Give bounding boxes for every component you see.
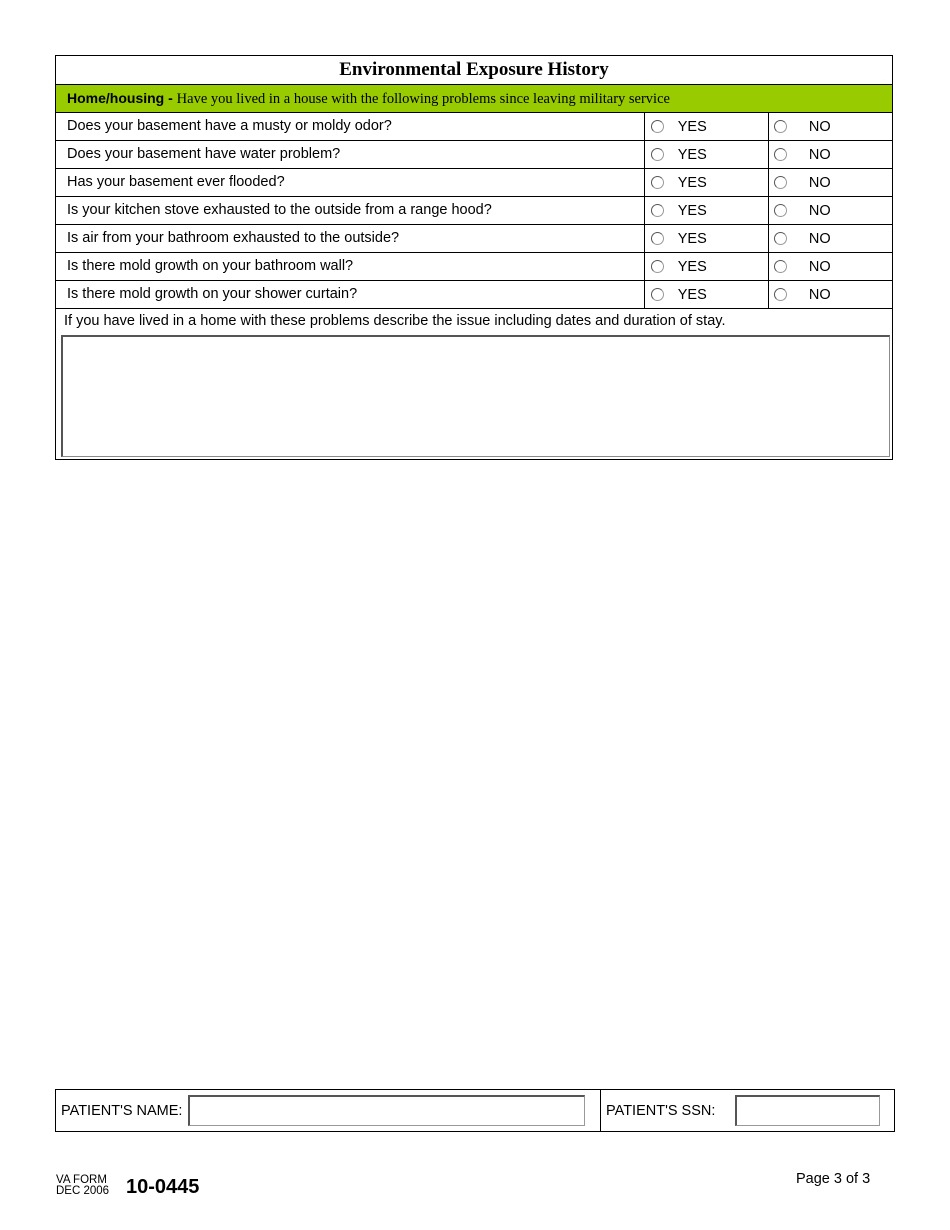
yes-option[interactable] bbox=[645, 169, 769, 196]
form-title: Environmental Exposure History bbox=[56, 56, 892, 85]
yes-radio[interactable] bbox=[651, 176, 664, 189]
question-text: Is there mold growth on your bathroom wall? bbox=[56, 253, 645, 280]
no-label: NO bbox=[808, 286, 831, 303]
question-row bbox=[56, 113, 892, 141]
question-row bbox=[56, 197, 892, 225]
no-radio[interactable] bbox=[774, 288, 787, 301]
question-row bbox=[56, 281, 892, 309]
no-option[interactable] bbox=[769, 141, 892, 168]
question-text: Does your basement have water problem? bbox=[56, 141, 645, 168]
section-label: Home/housing - bbox=[67, 90, 173, 106]
no-option[interactable] bbox=[769, 113, 892, 140]
yes-radio[interactable] bbox=[651, 120, 664, 133]
question-text: Is air from your bathroom exhausted to the outside? bbox=[56, 225, 645, 252]
no-radio[interactable] bbox=[774, 176, 787, 189]
question-text: Is there mold growth on your shower curtain? bbox=[56, 281, 645, 308]
yes-radio[interactable] bbox=[651, 204, 664, 217]
no-label: NO bbox=[808, 202, 831, 219]
no-option[interactable] bbox=[769, 197, 892, 224]
yes-label: YES bbox=[677, 174, 707, 191]
patient-ssn-label: PATIENT'S SSN: bbox=[606, 1102, 716, 1119]
question-row bbox=[56, 141, 892, 169]
description-label: If you have lived in a home with these problems describe the issue including dates and duration of stay. bbox=[64, 313, 726, 329]
no-radio[interactable] bbox=[774, 260, 787, 273]
yes-label: YES bbox=[677, 146, 707, 163]
yes-radio[interactable] bbox=[651, 232, 664, 245]
no-radio[interactable] bbox=[774, 232, 787, 245]
yes-label: YES bbox=[677, 118, 707, 135]
yes-option[interactable] bbox=[645, 281, 769, 308]
question-text: Is your kitchen stove exhausted to the outside from a range hood? bbox=[56, 197, 645, 224]
patient-name-cell bbox=[56, 1090, 601, 1131]
no-label: NO bbox=[808, 230, 831, 247]
form-date: DEC 2006 bbox=[56, 1185, 110, 1197]
question-text: Does your basement have a musty or moldy odor? bbox=[56, 113, 645, 140]
no-option[interactable] bbox=[769, 225, 892, 252]
section-text: Have you lived in a house with the following problems since leaving military service bbox=[176, 91, 670, 107]
va-form-label: VA FORM bbox=[56, 1174, 107, 1186]
yes-radio[interactable] bbox=[651, 260, 664, 273]
yes-radio[interactable] bbox=[651, 288, 664, 301]
form-number: 10-0445 bbox=[126, 1176, 200, 1198]
patient-name-input[interactable] bbox=[188, 1095, 585, 1126]
no-label: NO bbox=[808, 118, 831, 135]
section-header-home-housing bbox=[56, 85, 892, 113]
yes-option[interactable] bbox=[645, 197, 769, 224]
no-option[interactable] bbox=[769, 169, 892, 196]
question-row bbox=[56, 169, 892, 197]
no-radio[interactable] bbox=[774, 204, 787, 217]
no-radio[interactable] bbox=[774, 120, 787, 133]
patient-info-box bbox=[55, 1089, 895, 1132]
patient-ssn-cell bbox=[601, 1090, 894, 1131]
no-option[interactable] bbox=[769, 281, 892, 308]
yes-label: YES bbox=[677, 286, 707, 303]
no-label: NO bbox=[808, 258, 831, 275]
yes-option[interactable] bbox=[645, 113, 769, 140]
patient-ssn-input[interactable] bbox=[735, 1095, 880, 1126]
no-label: NO bbox=[808, 146, 831, 163]
yes-option[interactable] bbox=[645, 141, 769, 168]
yes-radio[interactable] bbox=[651, 148, 664, 161]
form-id-block bbox=[56, 1175, 109, 1197]
yes-option[interactable] bbox=[645, 253, 769, 280]
no-radio[interactable] bbox=[774, 148, 787, 161]
page-number: Page 3 of 3 bbox=[796, 1171, 871, 1187]
yes-label: YES bbox=[677, 202, 707, 219]
question-row bbox=[56, 253, 892, 281]
environmental-exposure-form bbox=[55, 55, 893, 460]
question-text: Has your basement ever flooded? bbox=[56, 169, 645, 196]
yes-label: YES bbox=[677, 258, 707, 275]
no-option[interactable] bbox=[769, 253, 892, 280]
patient-name-label: PATIENT'S NAME: bbox=[61, 1102, 183, 1119]
no-label: NO bbox=[808, 174, 831, 191]
yes-label: YES bbox=[677, 230, 707, 247]
yes-option[interactable] bbox=[645, 225, 769, 252]
question-row bbox=[56, 225, 892, 253]
description-textarea[interactable] bbox=[61, 335, 890, 457]
